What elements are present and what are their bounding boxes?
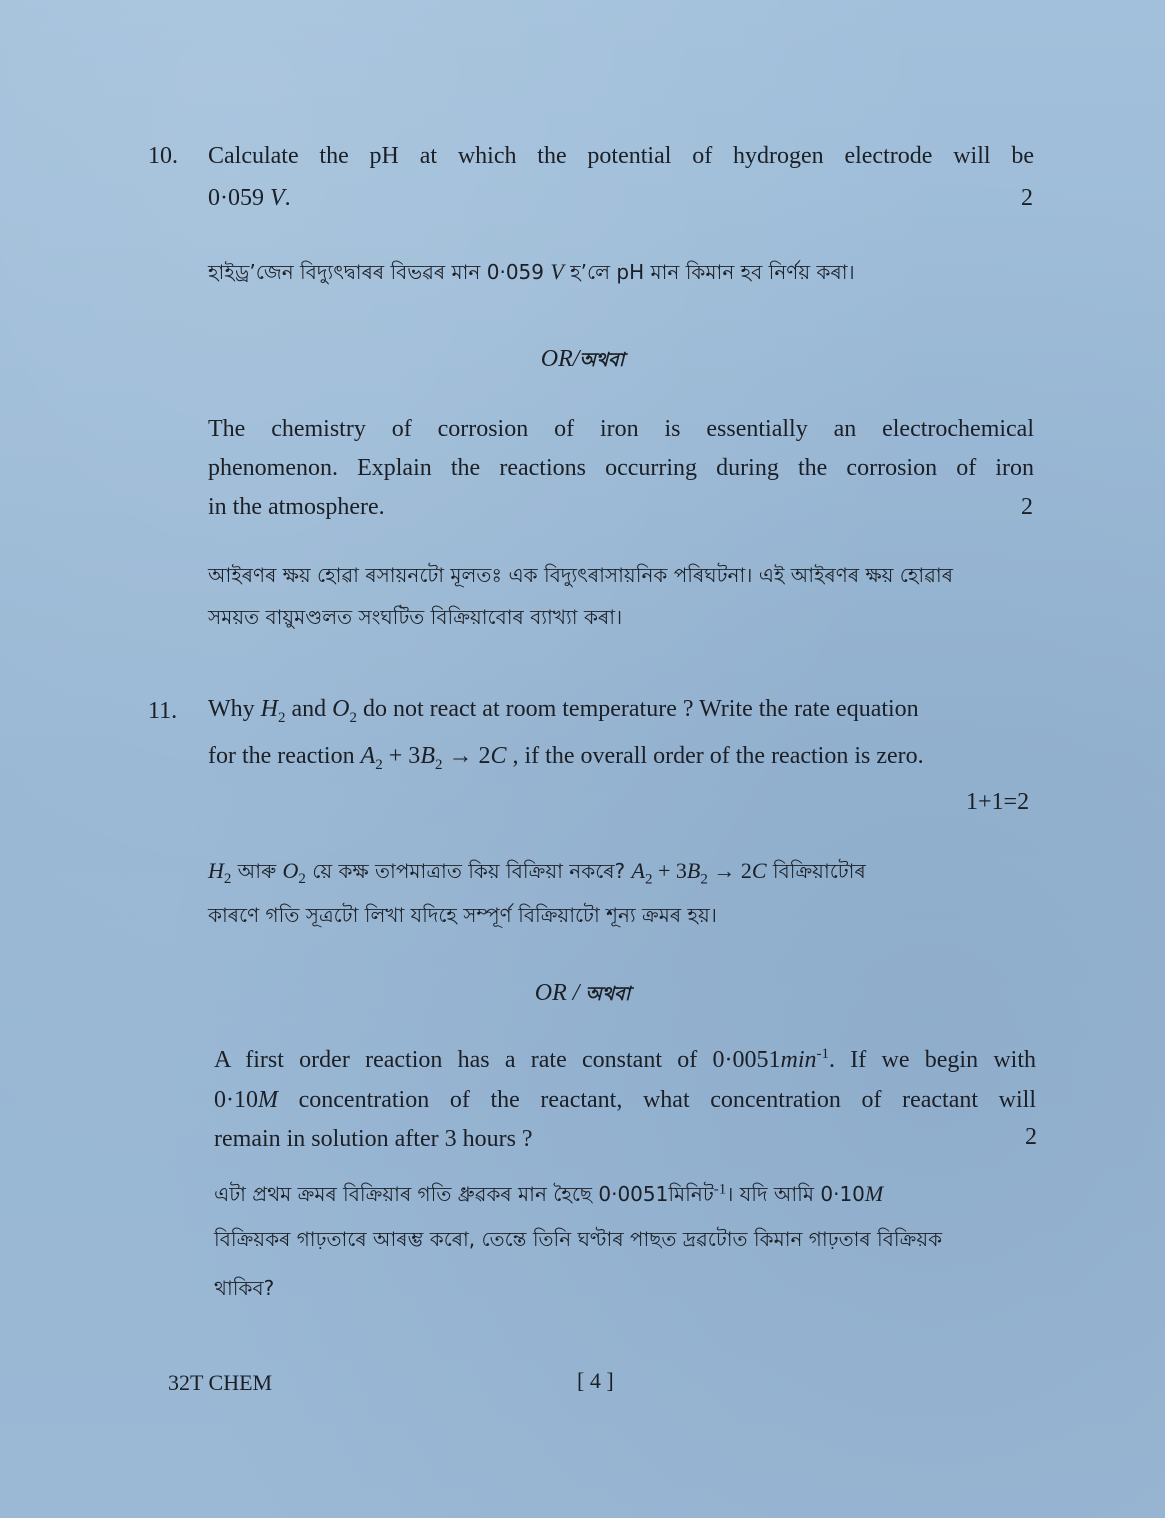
hydrogen-subscript: 2 [278,709,286,726]
bn-hydrogen: H [208,858,224,883]
bn-hydrogen-sub: 2 [223,871,232,887]
question-10-assamese-text: হাইড্ৰ’জেন বিদ্যুৎদ্বাৰৰ বিভৱৰ মান 0·059 [208,260,551,284]
or-separator-2 [0,980,1165,1012]
question-10-line-2 [208,185,291,212]
eq-b-sub: 2 [434,756,443,773]
question-10-alt-assamese-2: সময়ত বায়ুমণ্ডলত সংঘটিত বিক্ৰিয়াবোৰ ব্যাখ্যা কৰা। [208,605,623,629]
or-label-assamese: অথবা [585,983,631,1005]
oxygen-symbol: O [332,696,350,722]
question-11-line-2 [208,743,924,774]
question-10-alt-line-1: The chemistry of corrosion of iron is essentially an electrochemical [208,416,1034,442]
eq-arrow: → 2 [442,743,491,769]
bn-eq-b-sub: 2 [700,871,708,888]
min-unit: min [780,1047,817,1073]
bn-oxygen: O [282,858,299,883]
or-label-assamese: অথবা [579,349,625,371]
q11-text-rest: do not react at room temperature ? Write the rate equation [357,696,919,722]
molarity-unit: M [258,1087,278,1113]
question-11-number: 11. [148,698,178,724]
bn-molarity-unit: M [864,1181,884,1206]
question-10-line-1: Calculate the pH at which the potential of hydrogen electrode will be [208,143,1034,169]
concentration-value: 0·10 [214,1087,258,1113]
bn-eq-b: B [686,858,701,883]
question-11-alt-assamese-2: বিক্ৰিয়কৰ গাঢ়তাৰে আৰম্ভ কৰো, তেন্তে তিনি ঘণ্টাৰ পাছত দ্ৰৱটোত কিমান গাঢ়তাৰ বিক্ৰিয়ক [214,1227,943,1251]
bn-eq-a-sub: 2 [644,871,653,888]
bn-if-text: । যদি আমি 0·10 [726,1182,865,1206]
eq-b: B [420,743,435,769]
eq-plus: + 3 [382,743,421,769]
paper-code: 32T CHEM [168,1370,273,1395]
concentration-text: concentration of the reactant, what concentration of reactant will [278,1087,1036,1113]
bn-eq-a: A [631,858,645,883]
question-11-alt-assamese-1 [214,1180,883,1213]
eq-a: A [360,743,376,769]
eq-a-sub: 2 [375,756,383,773]
potential-value: 0·059 [208,185,264,211]
question-11-alt-line-1 [214,1046,1036,1074]
rate-constant-text: A first order reaction has a rate constant of 0·0051 [214,1047,781,1073]
bn-and: আৰু [231,859,283,883]
or-label: OR / [534,980,586,1006]
question-11-assamese-1 [208,857,866,890]
bn-eq-arrow: → 2 [707,858,752,883]
q11-text-why: Why [208,696,261,722]
q11-text-and: and [285,696,333,722]
begin-text: . If we begin with [829,1047,1036,1073]
min-exponent: -1 [816,1046,829,1062]
question-10-assamese [208,258,855,291]
question-10-assamese-unit: V [550,259,564,284]
question-10-number: 10. [148,143,178,169]
q11-text-for: for the reaction [208,743,361,769]
question-10-alt-marks: 2 [1021,494,1033,520]
question-10-alt-line-3: in the atmosphere. [208,494,385,520]
question-10-alt-line-2: phenomenon. Explain the reactions occurring during the corrosion of iron [208,455,1034,481]
line-end: . [284,185,291,211]
question-11-alt-assamese-3: থাকিব? [214,1276,275,1300]
bn-question-text: য়ে কক্ষ তাপমাত্ৰাত কিয় বিক্ৰিয়া নকৰে? [305,859,632,883]
question-11-line-1 [208,696,919,727]
bn-eq-c: C [751,858,767,883]
or-label: OR/ [540,346,580,372]
question-11-assamese-2: কাৰণে গতি সূত্ৰটো লিখা যদিহে সম্পূৰ্ণ বিক্ৰিয়াটো শূন্য ক্ৰমৰ হয়। [208,903,717,927]
q11-text-order: , if the overall order of the reaction is zero. [506,743,924,769]
question-11-alt-line-2 [214,1087,1036,1114]
oxygen-subscript: 2 [349,709,357,726]
or-separator-1 [0,346,1165,378]
question-11-alt-marks: 2 [1025,1124,1037,1150]
bn-reaction-word: বিক্ৰিয়াটোৰ [766,859,866,883]
volt-unit: V [270,185,285,211]
page-number: [ 4 ] [577,1368,614,1393]
question-10-alt-assamese-1: আইৰণৰ ক্ষয় হোৱা ৰসায়নটো মূলতঃ এক বিদ্যুৎৰাসায়নিক পৰিঘটনা। এই আইৰণৰ ক্ষয় হোৱাৰ [208,563,953,587]
bn-rate-text: এটা প্ৰথম ক্ৰমৰ বিক্ৰিয়াৰ গতি ধ্ৰুৱকৰ মান হৈছে 0·0051মিনিট [214,1182,714,1206]
bn-oxygen-sub: 2 [298,871,306,887]
bn-eq-plus: + 3 [652,858,687,883]
question-11-alt-line-3: remain in solution after 3 hours ? [214,1126,533,1152]
eq-c: C [490,743,507,769]
question-10-assamese-text-end: হ’লে pH মান কিমান হব নিৰ্ণয় কৰা। [563,260,855,284]
hydrogen-symbol: H [260,696,278,722]
bn-equation [631,858,767,888]
question-11-marks: 1+1=2 [966,789,1030,815]
question-10-marks: 2 [1021,185,1033,211]
bn-min-exponent: -1 [713,1181,727,1198]
